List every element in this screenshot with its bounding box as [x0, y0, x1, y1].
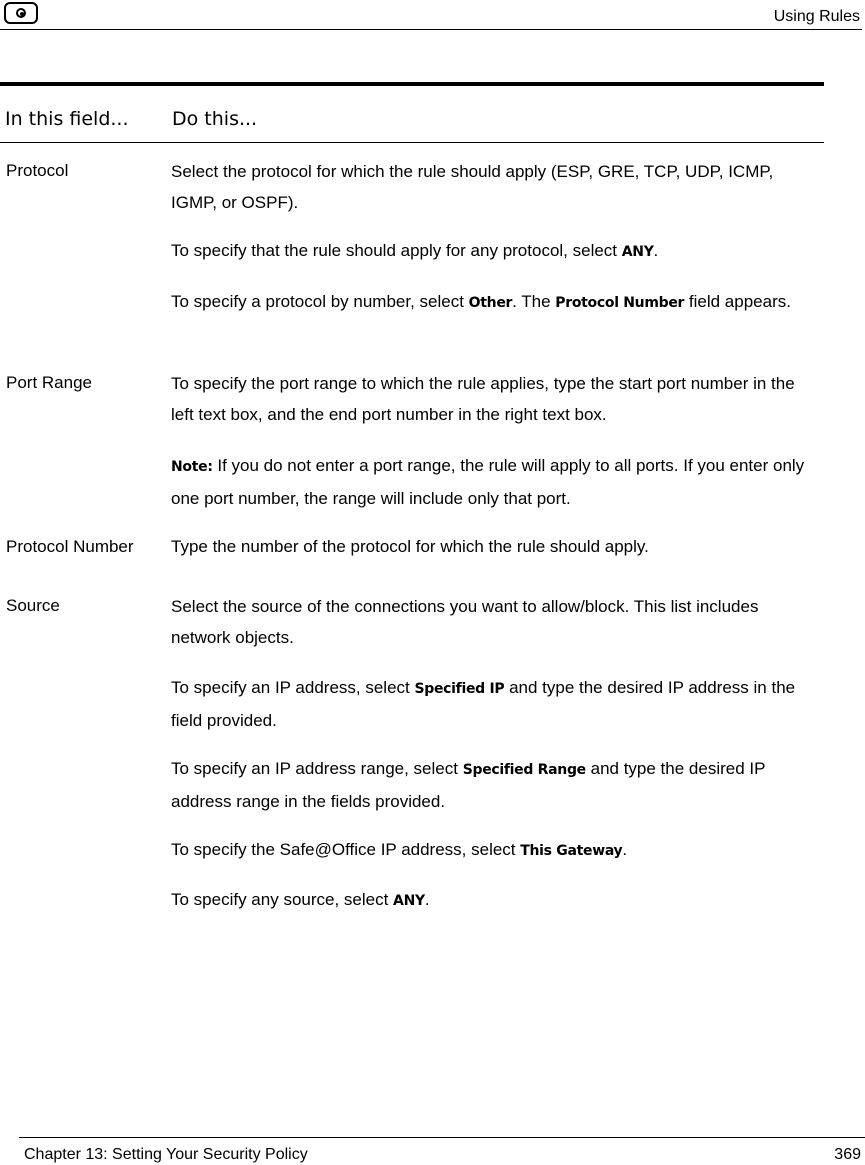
description-paragraph: To specify the port range to which the rule applies, type the start port number in the left text box, and the end port number in the right text box.	[171, 374, 795, 424]
description-paragraph: To specify an IP address range, select Specified Range and type the desired IP address range in the fields provided.	[171, 759, 766, 811]
option-keyword: This Gateway	[520, 843, 623, 859]
description-paragraph: To specify the Safe@Office IP address, select This Gateway.	[171, 840, 628, 859]
description-paragraph: To specify an IP address, select Specified IP and type the desired IP address in the field provided.	[171, 678, 796, 730]
description-paragraph: To specify any source, select ANY.	[171, 890, 430, 909]
footer-chapter-title: Chapter 13: Setting Your Security Policy	[24, 1146, 308, 1163]
column-header-do-this: Do this...	[172, 108, 258, 130]
note-paragraph: Note: If you do not enter a port range, the rule will apply to all ports. If you enter only one port number, the range will include only that port.	[171, 456, 805, 508]
page-number: 369	[834, 1146, 861, 1163]
field-name-protocol: Protocol	[6, 161, 69, 180]
option-keyword: Other	[468, 295, 513, 311]
option-keyword: ANY	[393, 893, 425, 909]
column-header-field: In this field...	[5, 108, 129, 130]
header-rule	[0, 29, 862, 30]
option-keyword: Specified IP	[414, 681, 505, 697]
option-keyword: ANY	[621, 244, 654, 260]
field-keyword: Protocol Number	[555, 295, 685, 311]
field-name-source: Source	[6, 596, 60, 615]
option-keyword: Specified Range	[462, 762, 586, 778]
description-paragraph: Select the source of the connections you want to allow/block. This list includes network objects.	[171, 597, 759, 647]
field-name-protocol-number: Protocol Number	[6, 537, 134, 556]
description-paragraph: Select the protocol for which the rule should apply (ESP, GRE, TCP, UDP, ICMP, IGMP, or OSPF).	[171, 162, 774, 212]
description-paragraph: Type the number of the protocol for which the rule should apply.	[171, 537, 649, 556]
field-name-port-range: Port Range	[6, 373, 92, 392]
running-header-title: Using Rules	[773, 8, 860, 25]
table-header-rule	[0, 142, 824, 143]
description-paragraph: To specify that the rule should apply for any protocol, select ANY.	[171, 241, 659, 260]
footer-rule	[19, 1137, 865, 1138]
table-top-rule	[0, 82, 824, 86]
description-paragraph: To specify a protocol by number, select Other. The Protocol Number field appears.	[171, 292, 791, 311]
note-label: Note:	[171, 459, 213, 475]
camera-eye-icon	[4, 2, 38, 24]
